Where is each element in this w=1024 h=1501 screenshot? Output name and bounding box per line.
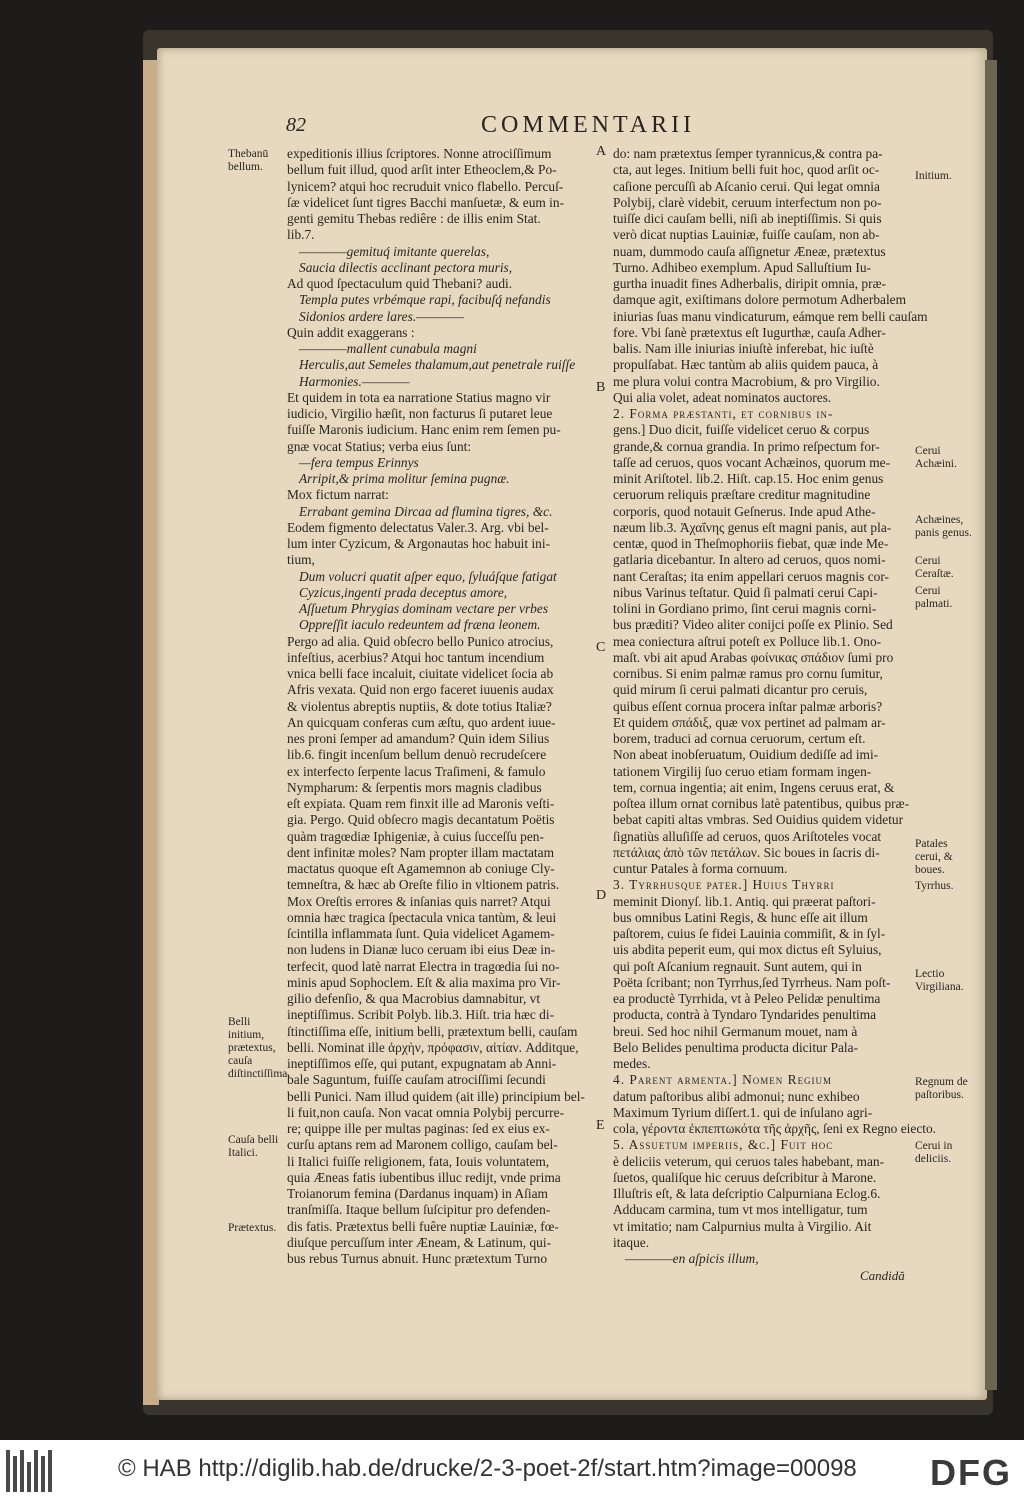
text-line: 2. Forma præstanti, et cornibus in- [613, 406, 834, 421]
text-line: lib.6. fingit incenſum bellum denuò recrudeſcere [287, 747, 547, 763]
text-line: Mox fictum narrat: [287, 487, 389, 503]
left-text-column [287, 146, 591, 1270]
text-line: vt imitatio; nam Calpurnius multa à Virgilio. Ait [613, 1218, 872, 1234]
margin-note-right: Tyrrhus. [915, 880, 954, 892]
text-line: tuiſſe dici cauſam belli, niſi ab ineptiſſimis. Si quis [613, 211, 882, 226]
text-line: diuſque percuſſum inter Æneam, & Latinum, qui- [287, 1234, 552, 1250]
text-line: Nympharum: & ſerpentis mors magnis cladibus [287, 779, 542, 795]
text-line: centæ, quod in Theſmophoriis fiebat, quæ inde Me- [613, 536, 889, 551]
text-line: bus rebus Turnus abnuit. Hunc prætextum Turno [287, 1251, 548, 1266]
text-line: bale Saguntum, fuiſſe cauſam atrociſſimi ſecundi [287, 1072, 546, 1088]
text-line: datum paſtoribus alibi admonui; nunc exhibeo [613, 1088, 860, 1104]
text-line: ſuetos, qualiſque hic ceruus deſcribitur à Marone. [613, 1169, 877, 1185]
text-line: è deliciis veterum, qui ceruos tales habebant, man- [613, 1153, 885, 1169]
text-line: tolini in Gordiano primo, ſint cerui magnis corni- [613, 601, 877, 616]
text-line: & violentus abreptis nuptiis, & dote totius Italiæ? [287, 698, 552, 714]
text-line: bus præditi? Video aliter conijci poſſe ex Plinio. Sed [613, 617, 893, 633]
text-line: Cyzicus,ingenti prada deceptus amore, [299, 584, 508, 600]
text-line: ſcintilla inflammata ſunt. Quia videlicet Agamem- [287, 926, 555, 941]
text-line: quia Æneas fatis iubentibus illuc redijt, vnde prima [287, 1169, 561, 1185]
text-line: lynicem? atqui hoc recruduit vnico flabello. Percuſ- [287, 178, 564, 194]
text-line: ex interfecto ſerpente lacus Traſimeni, & famulo [287, 763, 546, 779]
text-line: ————gemituq́ imitante querelas, [299, 243, 490, 259]
text-line: ſignatiùs alluſiſſe ad ceruos, quos Ariſtoteles vocat [613, 828, 882, 844]
text-line: me plura volui contra Macrobium, & pro Virgilio. [613, 373, 880, 389]
margin-note-right: Initium. [915, 170, 952, 182]
text-line: Non abeat inobſeruatum, Ouidium dediſſe ad imi- [613, 747, 879, 763]
text-line: ceruorum reliquis præſtare creditur magnitudine [613, 487, 871, 503]
text-line: caſione percuſſi ab Aſcanio cerui. Qui legat omnia [613, 178, 880, 194]
text-line: meminit Dionyſ. lib.1. Antiq. qui præerat paſtori- [613, 893, 876, 909]
text-line: bus omnibus Latini Regis, & hunc eſſe ait illum [613, 909, 868, 925]
text-line: 3. Tyrrhusque pater.] Huius Thyrri [613, 877, 835, 893]
text-line: ineptiſſimos eſſe, qui putant, expugnatam ab Anni- [287, 1056, 557, 1071]
margin-note-right: Cerui in deliciis. [915, 1140, 953, 1165]
text-line: do: nam prætextus ſemper tyrannicus,& contra pa- [613, 146, 883, 161]
text-line: poſtea illum ornat cornibus latè patentibus, quibus præ- [613, 796, 910, 811]
section-marker: C [596, 640, 606, 655]
section-marker: E [596, 1118, 605, 1133]
text-line: Et quidem σπάδιξ, quæ vox pertinet ad palmam ar- [613, 714, 886, 730]
text-line: vnica belli face incaluit, ciuitate videlicet ſocia ab [287, 666, 554, 681]
text-line: balis. Nam ille iniurias iniuſtè inferebat, hic iuſtè [613, 341, 874, 356]
text-line: Herculis,aut Semeles thalamum,aut penetrale ruiſſe [299, 357, 576, 373]
text-line: Ad quod ſpectaculum quid Thebani? audi. [287, 276, 513, 291]
text-line: Arripit,& prima molitur ſemina pugnæ. [299, 471, 510, 486]
page-edge-right [985, 60, 997, 1390]
text-line: gens.] Duo dicit, fuiſſe videlicet ceruo & corpus [613, 422, 870, 438]
margin-note-right: Cerui Achæini. [915, 445, 957, 470]
text-line: ea productè Tyrrhida, vt à Peleo Pelidæ penultima [613, 991, 881, 1006]
text-line: ineptiſſimus. Scribit Polyb. lib.3. Hiſt. tria hæc di- [287, 1007, 555, 1023]
text-line: minis apud Sophoclem. Eſt & alia maxima pro Vir- [287, 974, 561, 990]
text-line: cola, γέροντα ἐκπεπτωκότα τῆς ἀρχῆς, ſeni ex Regno eiecto. [613, 1121, 937, 1136]
page-header [286, 112, 726, 142]
text-line: medes. [613, 1056, 651, 1071]
text-line: lib.7. [287, 227, 315, 243]
section-marker: B [596, 380, 606, 395]
text-line: 5. Assuetum imperiis, &c.] Fuit hoc [613, 1137, 834, 1153]
text-line: quid mirum ſi cerui palmati dicantur pro ceruis, [613, 682, 868, 698]
text-line: ſæ videlicet ſunt tigres Bacchi manſuetæ, & eum in- [287, 194, 565, 210]
text-line: quibus eſſent cornua procera inſtar palmæ arboris? [613, 698, 883, 714]
text-line: uis abdita peperit eum, qui mox dictus eſt Syluius, [613, 942, 882, 958]
margin-note-left: Belli initium, prætextus, cauſa diſtinctiſſima. [228, 1016, 291, 1080]
text-line: non ludens in Dianæ luco ceruam ibi eius Deæ in- [287, 942, 556, 958]
text-line: dis fatis. Prætextus belli fuêre nuptiæ Lauiniæ, fœ- [287, 1218, 559, 1234]
text-line: terfecit, quod latè narrat Electra in tragœdia ſui no- [287, 958, 560, 974]
text-line: cta, aut leges. Initium belli fuit hoc, quod arſit oc- [613, 162, 880, 178]
text-line: damque agit, exiſtimans dolore permotum Adherbalem [613, 292, 907, 308]
text-line: dent infinitæ moles? Nam propter illam mactatam [287, 844, 554, 860]
text-line: Harmonies.———— [299, 373, 410, 389]
text-line: qui poſt Aſcanium regnauit. Sunt autem, qui in [613, 958, 862, 974]
text-line: Qui alia volet, adeat nominatos auctores. [613, 389, 832, 405]
footer-bar [0, 1440, 1024, 1501]
margin-note-left: Thebanū bellum. [228, 148, 269, 173]
section-marker: A [596, 144, 607, 159]
text-line: fuiſſe Maronis iudicium. Hanc enim rem ſemen pu- [287, 422, 561, 438]
text-line: curſu aptans rem ad Maronem colligo, cauſam bel- [287, 1137, 558, 1153]
text-line: Turno. Adhibeo exemplum. Apud Salluſtium Iu- [613, 259, 872, 275]
text-line: Illuſtris eſt, & lata deſcriptio Calpurniana Eclog.6. [613, 1186, 881, 1201]
text-line: Quin addit exaggerans : [287, 324, 415, 340]
text-line: nuam, dummodo cauſa aſſignetur Æneæ, prætextus [613, 243, 886, 259]
text-line: ————mallent cunabula magni [299, 341, 477, 356]
text-line: infeſtius, acerbius? Atqui hoc tantum incendium [287, 649, 545, 665]
text-line: borem, traduci ad cornua ceruorum, certum eſt. [613, 731, 866, 746]
text-line: Afris vexata. Quid non ergo faceret iuuenis audax [287, 682, 554, 698]
margin-note-right: Cerui Ceraſtæ. [915, 555, 954, 580]
text-line: tem, cornua ingentia; ait enim, Ingens ceruus erat, & [613, 779, 895, 795]
text-line: temneſtra, & hæc ab Oreſte filio in vltionem patris. [287, 877, 560, 893]
text-line: Errabant gemina Dircaa ad flumina tigres, &c. [299, 503, 553, 519]
text-line: Belo Belides penultima producta dicitur Pala- [613, 1039, 859, 1055]
dfg-logo: DFG [930, 1452, 1012, 1493]
text-line: tationem Virgilij ſuo ceruo etiam formam ingen- [613, 763, 872, 779]
text-line: iudicio, Virgilio hæſit, non facturus ſi putaret leue [287, 406, 553, 421]
text-line: nibus Varinus teſtatur. Quid ſi palmati cerui Capi- [613, 584, 878, 600]
text-line: lum inter Cyzicum, & Argonautas hoc habuit ini- [287, 536, 551, 551]
text-line: mactatus quoque eſt Agamemnon ab coniuge Cly- [287, 861, 555, 876]
text-line: expeditionis illius ſcriptores. Nonne atrociſſimum [287, 146, 552, 161]
margin-note-right: Regnum de paſtoribus. [915, 1076, 968, 1101]
text-line: nant Ceraſtas; ita enim appellari ceruos magnis cor- [613, 568, 889, 584]
text-line: belli Punici. Nam illud quidem (ait ille) principium bel- [287, 1088, 585, 1104]
text-line: Sidonios ardere lares.———— [299, 308, 464, 324]
text-line: minit Ariſtotel. lib.2. Hiſt. cap.15. Hoc enim genus [613, 471, 884, 486]
text-line: Eodem figmento delectatus Valer.3. Arg. vbi bel- [287, 519, 549, 535]
text-line: maſt. vbi ait apud Arabas φοίνικας σπάδιον ſumi pro [613, 649, 894, 665]
margin-note-right: Cerui palmati. [915, 585, 953, 610]
margin-note-left: Cauſa belli Italici. [228, 1134, 279, 1159]
text-line: mea coniectura aſtrui poteſt ex Polluce lib.1. Ono- [613, 633, 882, 649]
text-line: Pergo ad alia. Quid obſecro bello Punico atrocius, [287, 633, 554, 649]
text-line: breui. Sed hoc nihil Germanum mouet, nam à [613, 1023, 858, 1039]
text-line: bellum fuit illud, quod arſit inter Etheoclem,& Po- [287, 162, 557, 178]
page-number: 82 [286, 114, 306, 136]
catchword: Candidă [860, 1268, 905, 1283]
text-line: tranſmiſſa. Itaque bellum ſuſcipitur pro defenden- [287, 1202, 551, 1218]
text-line: ſtinctiſſima eſſe, initium belli, prætextum belli, cauſam [287, 1023, 578, 1039]
text-line: verò dicat nuptias Lauiniæ, fuiſſe cauſam, non ab- [613, 227, 880, 243]
text-line: An quicquam conferas cum æſtu, quo ardent iuue- [287, 714, 556, 730]
text-line: ————en aſpicis illum, [625, 1251, 759, 1266]
text-line: Templa putes vrbémque rapi, facibuſq́ nefandis [299, 292, 551, 308]
text-line: tium, [287, 552, 315, 568]
running-title: COMMENTARII [481, 112, 696, 138]
text-line: Et quidem in tota ea narratione Statius magno vir [287, 389, 551, 405]
text-line: nes proni ſemper ad amandum? Quin idem Silius [287, 731, 550, 746]
text-line: Mox Oreſtis errores & inſanias quis narret? Atqui [287, 893, 551, 909]
text-line: Aſſuetum Phrygias dominam vectare per vrbes [299, 601, 549, 616]
text-line: li Italici fuiſſe religionem, fata, Iouis voluntatem, [287, 1153, 550, 1169]
text-line: omnia hæc tragica ſpectacula vnica tantùm, & leui [287, 909, 557, 925]
text-line: producta, contrà à Tyndaro Tyndarides penultima [613, 1007, 877, 1023]
text-line: Poëta ſcribant; non Tyrrhus,ſed Tyrrheus. Nam poſt- [613, 974, 891, 990]
text-line: fore. Vbi ſanè prætextus eſt Iugurthæ, cauſa Adher- [613, 324, 886, 340]
text-line: genti gemitu Thebas rediêre : de illis enim Stat. [287, 211, 541, 226]
text-line: πετάλιας ἀπὸ τῶν πετάλων. Sic boues in ſacris di- [613, 844, 880, 860]
text-line: eſt expiata. Quam rem finxit ille ad Maronis veſti- [287, 796, 555, 811]
text-line: Dum volucri quatit aſper equo, ſyluáſque fatigat [299, 568, 557, 584]
text-line: gilio defenſio, & qua Macrobius damnabitur, vt [287, 991, 541, 1006]
text-line: li fuit,non cauſa. Non vacat omnia Polybij percurre- [287, 1104, 565, 1120]
text-line: Saucia dilectis acclinant pectora muris, [299, 259, 513, 275]
text-line: —fera tempus Erinnys [299, 454, 419, 470]
text-line: gurtha inuadit fines Adherbalis, diripit omnia, præ- [613, 276, 886, 291]
margin-note-right: Lectio Virgiliana. [915, 968, 964, 993]
text-line: bebat capiti altas vmbras. Sed Ouidius quidem videtur [613, 812, 904, 828]
text-line: quàm tragœdiæ Iphigeniæ, à cuius ſucceſſu pen- [287, 828, 544, 844]
text-line: Troianorum femina (Dardanus inquam) in Aſiam [287, 1186, 548, 1201]
margin-note-right: Achæines, panis genus. [915, 514, 972, 539]
text-line: cornibus. Si enim palmæ ramus pro cornu ſumitur, [613, 666, 883, 681]
text-line: cuntur Patales à forma cornuum. [613, 861, 788, 876]
text-line: propulſabat. Hæc tantùm ab aliis quidem pauca, à [613, 357, 879, 373]
text-line: Maximum Tyrium diſſert.1. qui de inſulano agri- [613, 1104, 873, 1120]
text-line: Polybij, clarè videbit, ceruum interfectum non po- [613, 194, 882, 210]
text-line: 4. Parent armenta.] Nomen Regium [613, 1072, 833, 1088]
text-line: iniurias ſuas manu vindicaturum, eámque rem belli cauſam [613, 308, 928, 324]
text-line: gnæ vocat Statius; verba eius ſunt: [287, 438, 472, 454]
text-line: gatlaria dicebantur. In altero ad ceruos, quos nomi- [613, 552, 886, 568]
margin-note-right: Patales cerui, & boues. [915, 838, 953, 876]
library-barcode-icon [6, 1450, 50, 1492]
text-line: grande,& cornua grandia. In primo reſpectum for- [613, 438, 880, 454]
text-line: næum lib.3. Ἀχαΐνης genus eſt magni panis, aut pla- [613, 519, 892, 535]
text-line: itaque. [613, 1234, 650, 1250]
text-line: Adducam carmina, tum vt mos intelligatur, tum [613, 1202, 868, 1218]
section-marker: D [596, 888, 607, 903]
text-line: re; quippe ille per multas paginas: ſed ex eius ex- [287, 1121, 550, 1136]
margin-note-left: Prætextus. [228, 1222, 277, 1234]
copyright-url[interactable]: © HAB http://diglib.hab.de/drucke/2-3-poet-2f/start.htm?image=00098 [118, 1455, 857, 1482]
text-line: Oppreſſit iaculo redeuntem ad fræna leonem. [299, 617, 541, 633]
text-line: taſſe ad ceruos, quos vocant Achæinos, quorum me- [613, 454, 891, 470]
text-line: paſtorem, cuius ſe fidei Lauinia commiſit, & in ſyl- [613, 926, 886, 941]
text-line: belli. Nominat ille ἀρχὴν, πρόφασιν, αἰτίαν. Additque, [287, 1039, 579, 1055]
text-line: gia. Pergo. Quid obſecro magis decantatum Poëtis [287, 812, 555, 828]
text-line: corporis, quod notauit Geſnerus. Inde apud Athe- [613, 503, 876, 519]
